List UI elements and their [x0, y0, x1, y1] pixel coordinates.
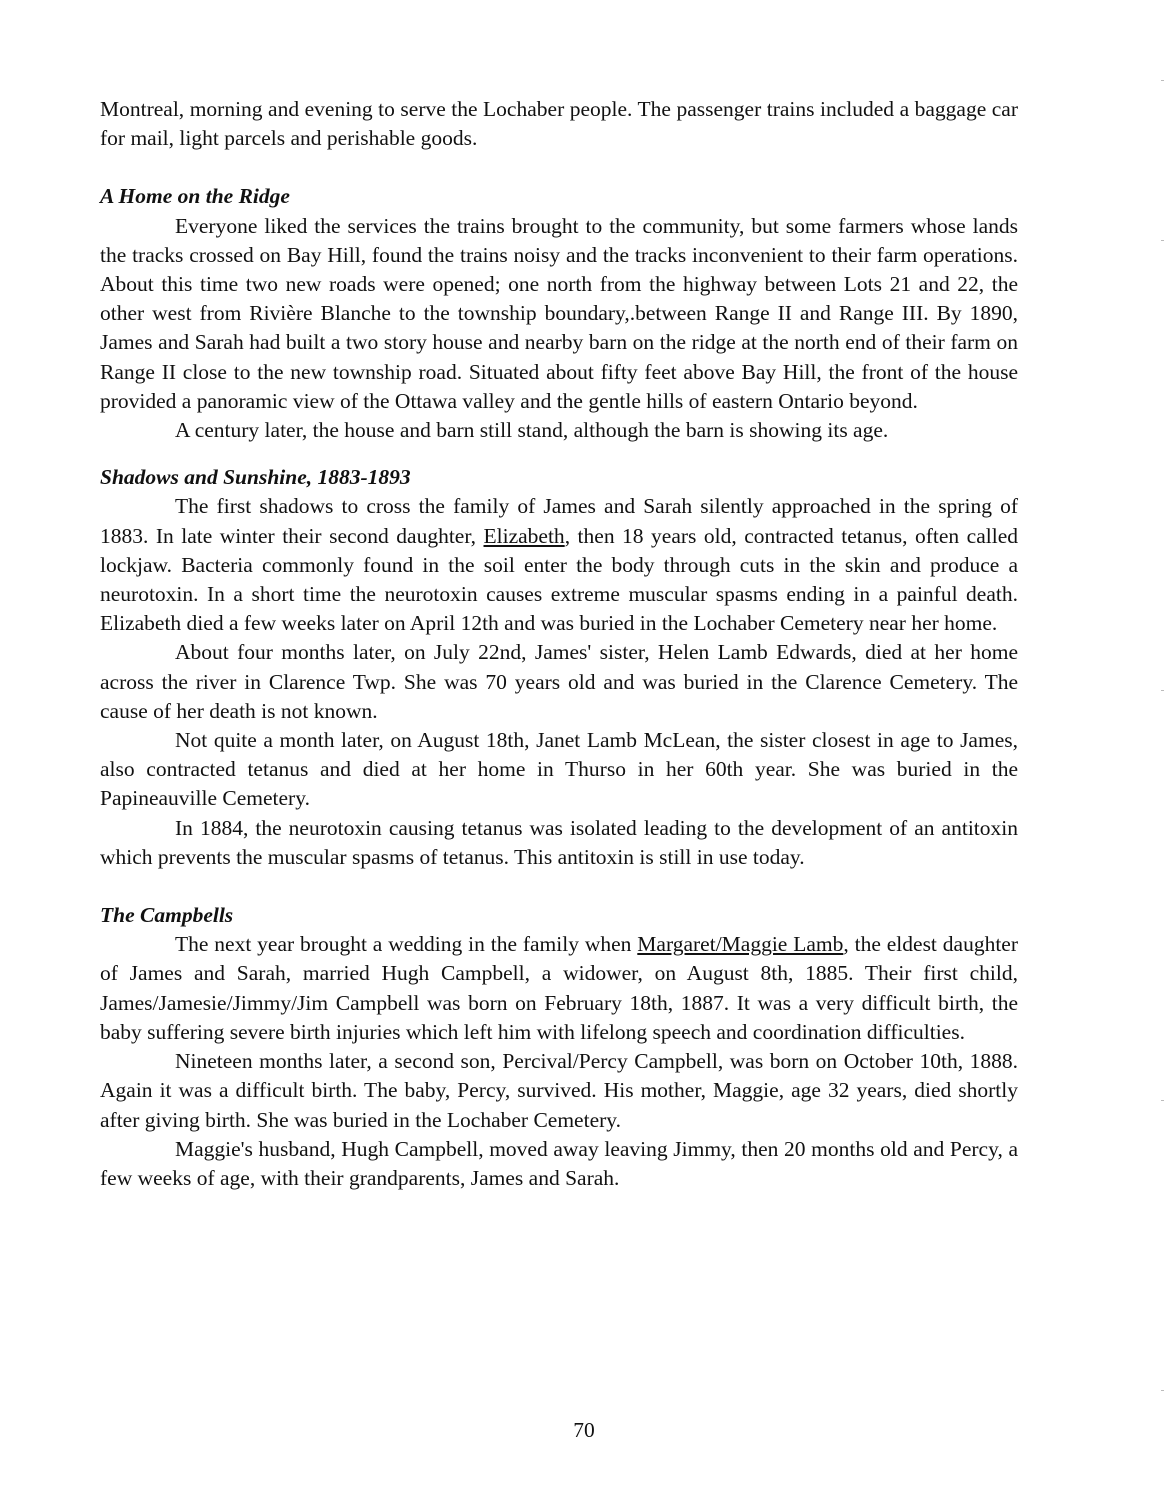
- paragraph: In 1884, the neurotoxin causing tetanus was isolated leading to the development of an antitoxin which prevents the muscular spasms of tetanus. This antitoxin is still in use today.: [100, 815, 1018, 869]
- paragraph: Not quite a month later, on August 18th, Janet Lamb McLean, the sister closest in age to James, also contracted tetanus and died at her home in Thurso in her 60th year. She was buried in the Papineauville Cemetery.: [100, 728, 1018, 811]
- paragraph: About four months later, on July 22nd, James' sister, Helen Lamb Edwards, died at her home across the river in Clarence Twp. She was 70 years old and was buried in the Clarence Cemetery. The cause of her death is not known.: [100, 640, 1018, 723]
- paragraph: The next year brought a wedding in the family when Margaret/Maggie Lamb, the eldest daughter of James and Sarah, married Hugh Campbell, a widower, on August 8th, 1885. Their first child, James/Jamesie/Jimmy/Jim Campbell was born on February 18th, 1887. It was a very difficult birth, the baby suffering severe birth injuries which left him with lifelong speech and coordination difficulties.: [100, 932, 1018, 1044]
- page-number: 70: [573, 1418, 595, 1442]
- paragraph: Everyone liked the services the trains brought to the community, but some farmers whose lands the tracks crossed on Bay Hill, found the trains noisy and the tracks inconvenient to their farm operations. About this time two new roads were opened; one north from the highway between Lots 21 and 22, the other west from Rivière Blanche to the township boundary,.between Range II and Range III. By 1890, James and Sarah had built a two story house and nearby barn on the ridge at the north end of their farm on Range II close to the new township road. Situated about fifty feet above Bay Hill, the front of the house provided a panoramic view of the Ottawa valley and the gentle hills of eastern Ontario beyond.: [100, 213, 1018, 413]
- section-heading-home-on-ridge: A Home on the Ridge: [100, 184, 290, 209]
- paragraph: Nineteen months later, a second son, Percival/Percy Campbell, was born on October 10th, 1888. Again it was a difficult birth. The baby, Percy, survived. His mother, Maggie, age 32 years, died shortly after giving birth. She was buried in the Lochaber Cemetery.: [100, 1049, 1018, 1132]
- scan-edge-mark: [1161, 240, 1164, 241]
- section-heading-the-campbells: The Campbells: [100, 903, 234, 928]
- scan-edge-mark: [1161, 1100, 1164, 1101]
- paragraph: The first shadows to cross the family of James and Sarah silently approached in the spring of 1883. In late winter their second daughter, Elizabeth, then 18 years old, contracted tetanus, often called lockjaw. Bacteria commonly found in the soil enter the body through cuts in the skin and produce a neurotoxin. In a short time the neurotoxin causes extreme muscular spasms ending in a painful death. Elizabeth died a few weeks later on April 12th and was buried in the Lochaber Cemetery near her home.: [100, 494, 1018, 636]
- link-margaret-maggie-lamb[interactable]: Margaret/Maggie Lamb: [637, 932, 844, 957]
- document-page: [100, 95, 1018, 1193]
- scan-edge-mark: [1161, 80, 1164, 81]
- scan-edge-mark: [1161, 1390, 1164, 1391]
- scan-edge-mark: [1161, 690, 1164, 691]
- intro-paragraph: Montreal, morning and evening to serve the Lochaber people. The passenger trains included a baggage car for mail, light parcels and perishable goods.: [100, 97, 1018, 151]
- link-elizabeth[interactable]: Elizabeth: [483, 523, 565, 548]
- section-heading-shadows-and-sunshine: Shadows and Sunshine, 1883-1893: [100, 465, 411, 490]
- paragraph: A century later, the house and barn still stand, although the barn is showing its age.: [175, 418, 889, 443]
- paragraph: Maggie's husband, Hugh Campbell, moved away leaving Jimmy, then 20 months old and Percy, a few weeks of age, with their grandparents, James and Sarah.: [100, 1136, 1018, 1190]
